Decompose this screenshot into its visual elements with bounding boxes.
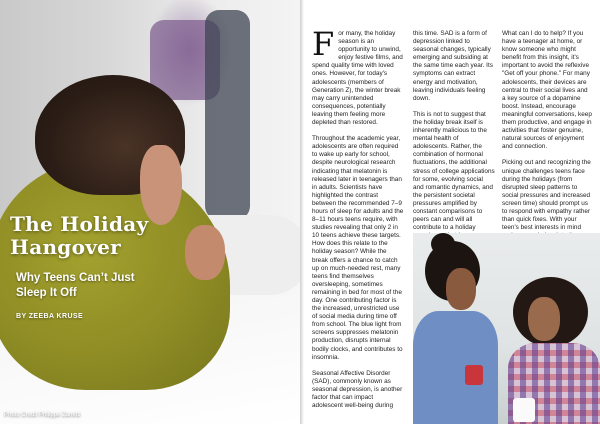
photo-credit: Photo Credit Philippe Zanetti — [4, 412, 81, 418]
background-backpack — [205, 10, 250, 220]
paragraph: this time. SAD is a form of depression linked to seasonal changes, typically emerging and subsiding at the same time each year. Its symptoms can extract energy and motivation, leaving individuals feeling down. — [413, 30, 493, 102]
article-title: The Holiday Hangover — [10, 212, 149, 259]
person-face — [446, 268, 476, 310]
paragraph: or many, the holiday season is an opportunity to unwind, enjoy festive films, and spend quality time with loved ones. However, for today's adolescents (members of Generation Z), the winter break may carry unintended consequences, potentially leaving them feeling more depleted than restored. — [312, 30, 403, 127]
article-column-2 — [413, 30, 495, 265]
person-face — [528, 297, 560, 341]
red-mug — [465, 365, 483, 385]
drop-cap: F — [312, 25, 335, 63]
article-subtitle: Why Teens Can’t Just Sleep It Off — [16, 272, 135, 299]
page-spine — [300, 0, 304, 424]
paragraph: Seasonal Affective Disorder (SAD), commonly known as seasonal depression, is another factor that can impact adolescent well-being during — [312, 369, 403, 410]
paragraph: What can I do to help? If you have a teenager at home, or know someone who might benefit from this insight, it's important to avoid the reflexive "Get off your phone." For many adolescents, their devices are central to their social lives and a key source of a dopamine boost. Instead, encourage meaningful conversations, keep them productive, and engage in activities that foster genuine, natural sources of enjoyment and connection. — [502, 30, 592, 151]
white-mug — [513, 398, 535, 422]
paragraph: Picking out and recognizing the unique challenges teens face during the holidays (from disrupted sleep patterns to social pressures and increased screen time) should prompt us to respond with empathy rather than quick fixes. With your teen's best interests in mind — [502, 159, 591, 232]
author-byline: BY ZEEBA KRUSE — [16, 313, 84, 320]
person-shirt — [413, 311, 498, 424]
paragraph: This is not to suggest that the holiday break itself is inherently malicious to the mental health of adolescents. Rather, the combination of hormonal fluctuations, the additional stress of college applications for some, evolving social and romantic dynamics, and the persistent societal pressures amplified by constant comparisons to peers can and will all contribute to a holiday — [413, 110, 495, 232]
inset-photo — [413, 233, 600, 424]
paragraph: Throughout the academic year, adolescents are often required to wake up early for school, despite neurological research indicating that melatonin is released later in teenagers than in adults. Scientists have highlighted the contrast between the recommended 7–9 hours of sleep for adults and the 8–11 hours teens require, with studies revealing that only 2 in 10 teens achieve these targets. How does this relate to the holiday season? While the break offers a chance to catch up on much-needed rest, many teens find themselves oversleeping, sometimes remaining in bed for most of the day. One contributing factor is the increased, unrestricted use of social media during time off from school. The blue light from screens suppresses melatonin production, disrupts internal bodily clocks, and contributes to insomnia. — [312, 135, 404, 361]
article-column-1 — [312, 25, 404, 418]
